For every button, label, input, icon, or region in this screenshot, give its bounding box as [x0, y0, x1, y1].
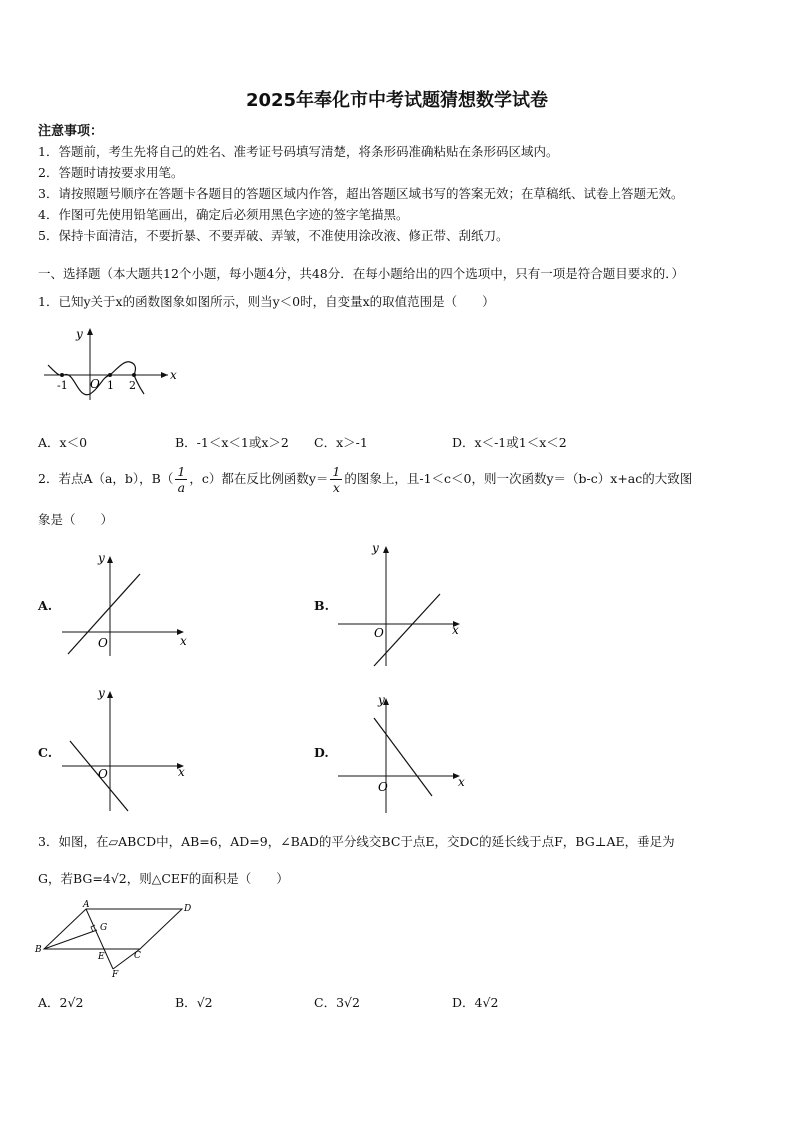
q2-option-a-label[interactable]: A.	[38, 598, 53, 613]
q2-frac2-num: 1	[332, 464, 341, 479]
q3-stem-part: ，则△CEF的面积是（ ）	[126, 871, 289, 886]
q1-tick-label: 2	[129, 379, 136, 392]
q2-option-b-label[interactable]: B.	[314, 598, 329, 613]
q2-stem-part: ，c）都在反比例函数y＝	[189, 471, 329, 486]
q2-b-line	[374, 594, 440, 666]
q1-tick-label: 1	[107, 379, 114, 392]
origin-label: O	[374, 626, 384, 640]
q1-point	[108, 373, 112, 377]
q1-origin-label: O	[90, 377, 100, 391]
q1-function-graph	[40, 322, 190, 402]
question-2-stem	[38, 464, 692, 495]
q3-option-c[interactable]	[314, 993, 360, 1011]
axis-y-label: y	[98, 686, 105, 700]
q1-x-arrow	[161, 372, 168, 378]
point-e-label: E	[98, 952, 105, 962]
q2-stem-part: 的图象上，且-1＜c＜0，则一次函数y＝（b-c）x+ac的大致图	[344, 471, 693, 486]
parallelogram-abcd	[44, 909, 182, 949]
q1-y-arrow	[87, 328, 93, 335]
axis-x-label: x	[180, 634, 187, 648]
q2-option-c-label[interactable]: C.	[38, 745, 53, 760]
origin-label: O	[378, 780, 388, 794]
vertex-a-label: A	[83, 900, 90, 910]
q3-option-b-value: √2	[196, 995, 213, 1010]
q3-option-a[interactable]	[38, 993, 83, 1011]
q2-option-c-graph[interactable]	[58, 683, 198, 813]
q1-option-b[interactable]: B．-1＜x＜1或x＞2	[175, 435, 289, 450]
q2-fraction-1-over-a	[175, 464, 187, 495]
q1-option-c[interactable]: C．x＞-1	[314, 435, 368, 450]
q1-point	[132, 373, 136, 377]
q3-option-d[interactable]	[452, 993, 498, 1011]
q3-option-d-label: D．	[452, 995, 475, 1010]
q2-frac1-num: 1	[177, 464, 186, 479]
q2-option-a-graph[interactable]	[58, 548, 198, 660]
page-title: 2025年奉化市中考试题猜想数学试卷	[245, 90, 549, 111]
point-g-label: G	[100, 923, 108, 933]
q1-option-a[interactable]: A．x＜0	[38, 435, 88, 450]
q2-option-b-graph[interactable]	[334, 538, 474, 668]
axis-x-label: x	[458, 775, 465, 789]
q3-option-a-value: 2√2	[59, 995, 84, 1010]
q2-option-d-graph[interactable]	[334, 690, 474, 815]
q1-x-label: x	[170, 368, 177, 382]
vertex-c-label: C	[134, 951, 141, 961]
origin-label: O	[98, 636, 108, 650]
vertex-b-label: B	[35, 945, 42, 955]
q1-tick-label: -1	[57, 379, 68, 392]
axis-x-label: x	[178, 765, 185, 779]
note-item: 5．保持卡面清洁，不要折暴、不要弄破、弄皱，不准使用涂改液、修正带、刮纸刀。	[38, 228, 509, 243]
axis-y-label: y	[372, 541, 379, 555]
question-1-stem: 1．已知y关于x的函数图象如图所示，则当y＜0时，自变量x的取值范围是（ ）	[38, 294, 495, 309]
section-heading: 一、选择题（本大题共12个小题，每小题4分，共48分．在每小题给出的四个选项中，只有一项是符合题目要求的．）	[38, 266, 685, 281]
axis-y-label: y	[378, 693, 385, 707]
q2-frac2-den: x	[332, 480, 340, 495]
axis-y-label: y	[98, 551, 105, 565]
q2-stem-part: 2．若点A（a，b），B（	[38, 471, 174, 486]
origin-label: O	[98, 767, 108, 781]
q3-option-a-label: A．	[38, 995, 60, 1010]
q1-option-d[interactable]: D．x＜-1或1＜x＜2	[452, 435, 567, 450]
q2-option-d-label[interactable]: D.	[314, 745, 329, 760]
q3-parallelogram-figure	[34, 897, 204, 982]
axis-x-label: x	[452, 623, 459, 637]
notes-heading: 注意事项：	[38, 124, 104, 139]
question-3-stem-cont	[38, 869, 289, 887]
question-2-stem-cont: 象是（ ）	[38, 512, 114, 527]
q3-option-d-value: 4√2	[474, 995, 499, 1010]
q3-option-b[interactable]	[175, 993, 213, 1011]
vertex-d-label: D	[184, 904, 192, 914]
q3-option-c-value: 3√2	[336, 995, 360, 1010]
note-item: 3．请按照题号顺序在答题卡各题目的答题区域内作答，超出答题区域书写的答案无效；在草稿纸、试卷上答题无效。	[38, 186, 684, 201]
q1-y-label: y	[76, 327, 83, 341]
q3-bg-value: 4√2	[102, 871, 127, 886]
note-item: 4．作图可先使用铅笔画出，确定后必须用黑色字迹的签字笔描黑。	[38, 207, 409, 222]
point-f-label: F	[112, 970, 119, 980]
line-bg	[44, 930, 97, 949]
q1-point	[60, 373, 64, 377]
q2-fraction-1-over-x	[330, 464, 342, 495]
note-item: 2．答题时请按要求用笔。	[38, 165, 184, 180]
note-item: 1．答题前，考生先将自己的姓名、准考证号码填写清楚，将条形码准确粘贴在条形码区域内。	[38, 144, 559, 159]
q2-frac1-den: a	[177, 480, 186, 495]
q3-option-c-label: C．	[314, 995, 337, 1010]
q3-option-b-label: B．	[175, 995, 197, 1010]
q3-stem-part: G，若BG=	[38, 871, 103, 886]
question-3-stem: 3．如图，在▱ABCD中，AB=6，AD=9，∠BAD的平分线交BC于点E，交DC的延长线于点F，BG⊥AE，垂足为	[38, 834, 675, 849]
